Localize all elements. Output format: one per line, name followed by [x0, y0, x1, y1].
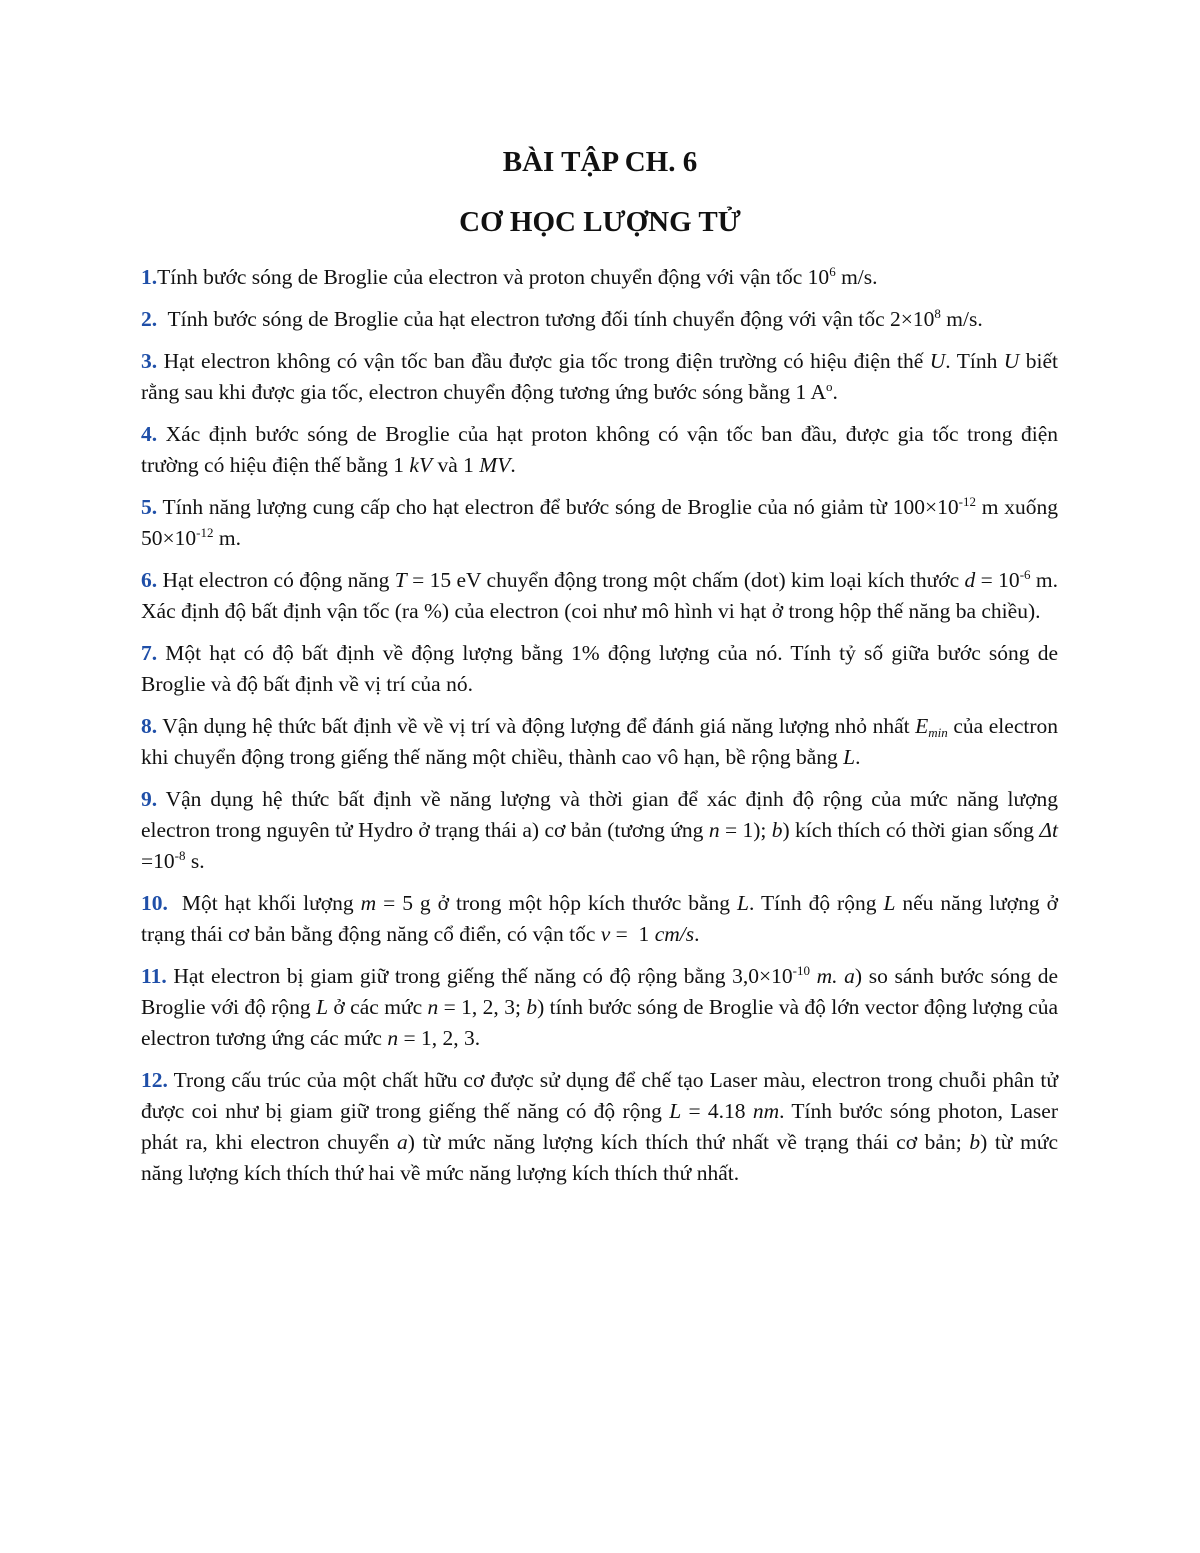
problem-5: 5. Tính năng lượng cung cấp cho hạt electron để bước sóng de Broglie của nó giảm từ $100\times 10^{-12}$ m xuống $50\times 10^{-12}$ m. — [141, 494, 1058, 550]
problem-number: 3. — [141, 349, 158, 373]
problem-number: 8. — [141, 714, 158, 738]
problem-11: 11. Hạt electron bị giam giữ trong giếng thế năng có độ rộng bằng $3,0\times 10^{-10}$ m. a) so sánh bước sóng de Broglie với độ rộng L ở các mức n = 1, 2, 3; b) tính bước sóng de Broglie và độ lớn vector động lượng của electron tương ứng các mức n = 1, 2, 3. — [141, 963, 1058, 1050]
problem-10: 10. Một hạt khối lượng m = 5 g ở trong một hộp kích thước bằng L. Tính độ rộng L nếu năng lượng ở trạng thái cơ bản bằng động năng cổ điển, có vận tốc v = 1 cm/s. — [141, 891, 1059, 946]
problem-number: 7. — [141, 641, 158, 665]
problem-3: 3. Hạt electron không có vận tốc ban đầu được gia tốc trong điện trường có hiệu điện thế U. Tính U biết rằng sau khi được gia tốc, electron chuyển động tương ứng bước sóng bằng 1 $A^o$. — [141, 349, 1058, 404]
problem-number: 4. — [141, 422, 158, 446]
problem-6: 6. Hạt electron có động năng T = 15 eV chuyển động trong một chấm (dot) kim loại kích thước $d = 10^{-6}$ m. Xác định độ bất định vận tốc (ra %) của electron (coi như mô hình vi hạt ở trong hộp thế năng ba chiều). — [141, 567, 1059, 623]
problem-number: 1. — [141, 265, 158, 289]
problem-number: 9. — [141, 787, 158, 811]
problem-number: 5. — [141, 495, 158, 519]
problem-number: 11. — [141, 964, 167, 988]
problem-number: 12. — [141, 1068, 168, 1092]
problem-4: 4. Xác định bước sóng de Broglie của hạt proton không có vận tốc ban đầu, được gia tốc trong điện trường có hiệu điện thế bằng 1 kV và 1 MV. — [141, 422, 1058, 477]
problem-number: 2. — [141, 307, 158, 331]
page-subtitle: CƠ HỌC LƯỢNG TỬ — [459, 206, 741, 238]
problem-number: 6. — [141, 568, 158, 592]
problem-2: 2. Tính bước sóng de Broglie của hạt electron tương đối tính chuyển động với vận tốc $2\times 10^8$ m/s. — [141, 306, 983, 331]
problem-9: 9. Vận dụng hệ thức bất định về năng lượng và thời gian để xác định độ rộng của mức năng lượng electron trong nguyên tử Hydro ở trạng thái a) cơ bản (tương ứng n = 1); b) kích thích có thời gian sống $\Delta t =10^{-8}$ s. — [141, 787, 1058, 873]
problem-7: 7. Một hạt có độ bất định về động lượng bằng 1% động lượng của nó. Tính tỷ số giữa bước sóng de Broglie và độ bất định về vị trí của nó. — [141, 641, 1058, 696]
page-title: BÀI TẬP CH. 6 — [502, 146, 698, 178]
problem-list — [141, 262, 1058, 1200]
problem-8: 8. Vận dụng hệ thức bất định về về vị trí và động lượng để đánh giá năng lượng nhỏ nhất $E_{min}$ của electron khi chuyển động trong giếng thế năng một chiều, thành cao vô hạn, bề rộng bằng L. — [141, 714, 1058, 769]
problem-12: 12. Trong cấu trúc của một chất hữu cơ được sử dụng để chế tạo Laser màu, electron trong chuỗi phân tử được coi như bị giam giữ trong giếng thế năng có độ rộng L = 4.18 nm. Tính bước sóng photon, Laser phát ra, khi electron chuyển a) từ mức năng lượng kích thích thứ nhất về trạng thái cơ bản; b) từ mức năng lượng kích thích thứ hai về mức năng lượng kích thích thứ nhất. — [141, 1068, 1058, 1185]
problem-number: 10. — [141, 891, 168, 915]
problem-1: 1.Tính bước sóng de Broglie của electron và proton chuyển động với vận tốc $10^6$ m/s. — [141, 264, 878, 289]
